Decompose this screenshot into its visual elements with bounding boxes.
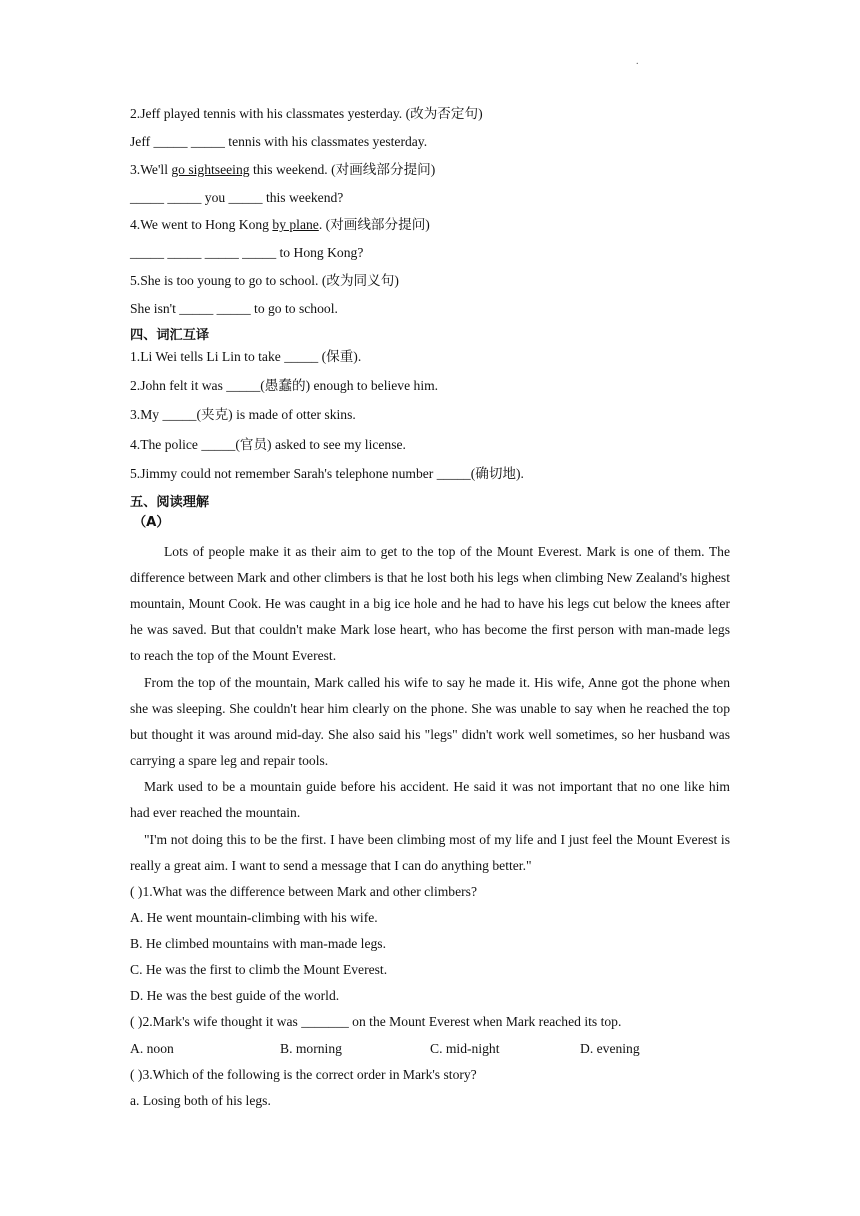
q2-option-c: C. mid-night: [430, 1041, 500, 1056]
vocab-item-3: 3.My _____(夹克) is made of otter skins.: [130, 407, 356, 422]
page-mark: .: [636, 56, 639, 67]
q2-option-d: D. evening: [580, 1041, 640, 1056]
question-3: ( )3.Which of the following is the correct order in Mark's story?: [130, 1067, 477, 1082]
question-2: ( )2.Mark's wife thought it was _______ on the Mount Everest when Mark reached its top.: [130, 1014, 622, 1029]
passage-paragraph-1: Lots of people make it as their aim to get to the top of the Mount Everest. Mark is one of them. The difference between Mark and other climbers is that he lost both his legs when climbing New Zealand's highest mountain, Mount Cook. He was caught in a big ice hole and he had to have his legs cut below the knees after he was saved. But that couldn't make Mark lose heart, who has become the first person with man-made legs to reach the top of the Mount Everest.: [130, 544, 730, 664]
q1-option-d: D. He was the best guide of the world.: [130, 988, 340, 1003]
q1-option-c: C. He was the first to climb the Mount Everest.: [130, 962, 388, 977]
section5-heading: 五、阅读理解: [130, 495, 210, 510]
q3-item-a: a. Losing both of his legs.: [130, 1093, 271, 1108]
q3-pre: 3.We'll: [130, 162, 172, 177]
question-1: ( )1.What was the difference between Mark and other climbers?: [130, 884, 477, 899]
q4-pre: 4.We went to Hong Kong: [130, 217, 273, 232]
passage-paragraph-3: Mark used to be a mountain guide before his accident. He said it was not important that no one like him had ever reached the mountain.: [130, 779, 730, 821]
q2-line1: 2.Jeff played tennis with his classmates yesterday. (改为否定句): [130, 106, 483, 121]
q2-option-a: A. noon: [130, 1041, 174, 1056]
q4-line2: _____ _____ _____ _____ to Hong Kong?: [130, 245, 364, 260]
vocab-item-1: 1.Li Wei tells Li Lin to take _____ (保重).: [130, 349, 362, 364]
q4-underlined: by plane: [272, 217, 319, 232]
vocab-item-5: 5.Jimmy could not remember Sarah's telephone number _____(确切地).: [130, 466, 524, 481]
q3-post: this weekend. (对画线部分提问): [249, 162, 436, 177]
q4-line1: [130, 216, 430, 234]
q2-option-b: B. morning: [280, 1041, 342, 1056]
q4-post: . (对画线部分提问): [318, 217, 430, 232]
vocab-item-2: 2.John felt it was _____(愚蠢的) enough to believe him.: [130, 378, 439, 393]
q5-line2: She isn't _____ _____ to go to school.: [130, 301, 338, 316]
q3-line2: _____ _____ you _____ this weekend?: [130, 190, 344, 205]
passage-label: （A）: [133, 515, 170, 530]
q3-underlined: go sightseeing: [171, 162, 250, 177]
passage-paragraph-2: From the top of the mountain, Mark called his wife to say he made it. His wife, Anne got the phone when she was sleeping. She couldn't hear him clearly on the phone. She was unable to say when he reached the top but thought it was around mid-day. She also said his "legs" didn't work well sometimes, so her husband was carrying a spare leg and repair tools.: [130, 675, 730, 769]
q5-line1: 5.She is too young to go to school. (改为同义句): [130, 273, 399, 288]
passage-paragraph-4: "I'm not doing this to be the first. I have been climbing most of my life and I just feel the Mount Everest is really a great aim. I want to send a message that I can do anything better.": [130, 832, 730, 874]
q1-option-b: B. He climbed mountains with man-made legs.: [130, 936, 386, 951]
q3-line1: [130, 161, 435, 179]
q1-option-a: A. He went mountain-climbing with his wife.: [130, 910, 378, 925]
section4-heading: 四、词汇互译: [130, 328, 210, 343]
vocab-item-4: 4.The police _____(官员) asked to see my license.: [130, 437, 406, 452]
q2-line2: Jeff _____ _____ tennis with his classmates yesterday.: [130, 134, 428, 149]
